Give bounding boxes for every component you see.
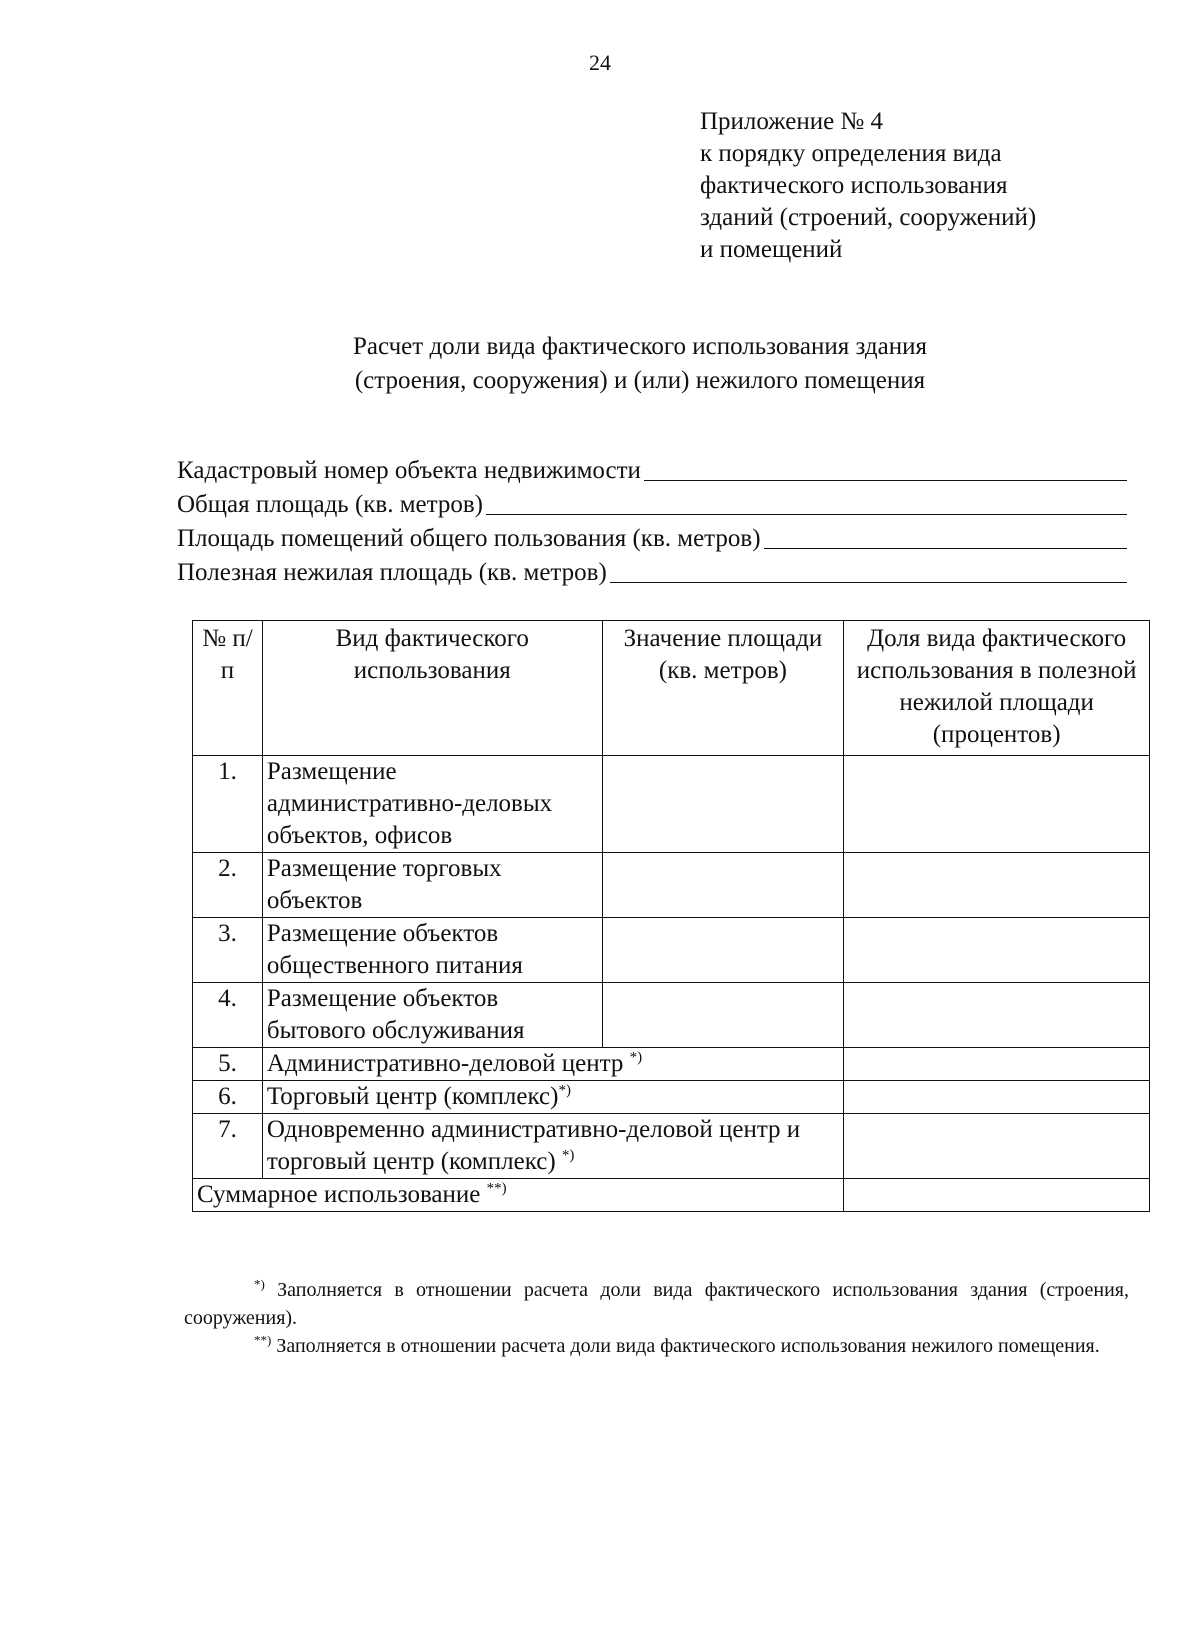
row-kind (262, 1048, 843, 1081)
appendix-line: фактического использования (700, 172, 1008, 199)
row-area-cell (602, 853, 844, 918)
row-kind-text: Размещение торговых объектов (266, 855, 502, 914)
row-share-cell (844, 1114, 1150, 1179)
row-num: 3. (193, 918, 263, 983)
field-cadastral-number (177, 454, 1127, 488)
page-number: 24 (589, 50, 611, 75)
row-num: 6. (193, 1081, 263, 1114)
row-kind-text: Размещение административно-деловых объектов, офисов (266, 758, 553, 849)
table-row (193, 1081, 1150, 1114)
field-label: Полезная нежилая площадь (кв. метров) (177, 559, 607, 586)
row-kind-text: Торговый центр (комплекс) (266, 1083, 559, 1110)
table-row (193, 853, 1150, 918)
row-share-cell (844, 1048, 1150, 1081)
row-kind (262, 983, 602, 1048)
footnote-mark: *) (254, 1276, 265, 1292)
row-num: 4. (193, 983, 263, 1048)
row-num: 7. (193, 1114, 263, 1179)
row-kind (262, 918, 602, 983)
appendix-line: к порядку определения вида (700, 140, 1002, 167)
fill-line (644, 480, 1127, 481)
row-share-cell (844, 983, 1150, 1048)
table-row (193, 1114, 1150, 1179)
total-label (193, 1179, 844, 1212)
row-share-cell (844, 853, 1150, 918)
appendix-line: зданий (строений, сооружений) (700, 204, 1037, 231)
total-label-text: Суммарное использование (197, 1181, 481, 1208)
footnote-ref: *) (561, 1147, 575, 1164)
footnote (184, 1332, 1129, 1360)
row-kind-text: Одновременно административно-деловой центр и торговый центр (комплекс) (266, 1116, 801, 1175)
usage-share-table (192, 620, 1150, 1212)
footnote-ref: *) (629, 1049, 643, 1066)
table-row (193, 918, 1150, 983)
row-kind-text: Размещение объектов бытового обслуживания (266, 985, 525, 1044)
appendix-line: и помещений (700, 236, 843, 263)
row-kind-text: Административно-деловой центр (266, 1050, 624, 1077)
header-share: Доля вида фактического использования в полезной нежилой площади (процентов) (844, 621, 1150, 756)
fill-line (610, 582, 1127, 583)
field-label: Кадастровый номер объекта недвижимости (177, 457, 641, 484)
header-area: Значение площади (кв. метров) (602, 621, 844, 756)
table-row (193, 756, 1150, 853)
table-total-row (193, 1179, 1150, 1212)
footnote (184, 1276, 1129, 1332)
field-total-area (177, 488, 1127, 522)
row-share-cell (844, 1081, 1150, 1114)
row-num: 5. (193, 1048, 263, 1081)
footnote-text: Заполняется в отношении расчета доли вида фактического использования нежилого помещения. (276, 1335, 1100, 1357)
row-share-cell (844, 756, 1150, 853)
row-kind (262, 1114, 843, 1179)
row-area-cell (602, 983, 844, 1048)
row-area-cell (602, 756, 844, 853)
table-row (193, 1048, 1150, 1081)
header-num: № п/п (193, 621, 263, 756)
field-common-area (177, 522, 1127, 556)
field-label: Общая площадь (кв. метров) (177, 491, 483, 518)
row-num: 1. (193, 756, 263, 853)
footnote-mark: **) (254, 1332, 272, 1348)
field-useful-area (177, 556, 1127, 590)
row-kind (262, 853, 602, 918)
appendix-line: Приложение № 4 (700, 108, 884, 135)
fill-line (486, 514, 1127, 515)
footnote-ref: **) (486, 1180, 507, 1197)
total-share-cell (844, 1179, 1150, 1212)
footnote-ref: *) (558, 1082, 571, 1099)
title-line-2: (строения, сооружения) и (или) нежилого помещения (354, 367, 926, 394)
row-kind (262, 756, 602, 853)
row-kind (262, 1081, 843, 1114)
document-title (240, 330, 1040, 398)
table-header-row (193, 621, 1150, 756)
fill-line (764, 548, 1127, 549)
table-row (193, 983, 1150, 1048)
footnotes (184, 1276, 1129, 1360)
footnote-text: Заполняется в отношении расчета доли вида фактического использования здания (строения, сооружения). (184, 1279, 1130, 1329)
title-line-1: Расчет доли вида фактического использования здания (353, 333, 927, 360)
field-label: Площадь помещений общего пользования (кв. метров) (177, 525, 761, 552)
row-kind-text: Размещение объектов общественного питания (266, 920, 523, 979)
row-share-cell (844, 918, 1150, 983)
row-area-cell (602, 918, 844, 983)
header-kind: Вид фактического использования (262, 621, 602, 756)
appendix-header (700, 106, 1036, 266)
object-fields (177, 454, 1127, 590)
row-num: 2. (193, 853, 263, 918)
